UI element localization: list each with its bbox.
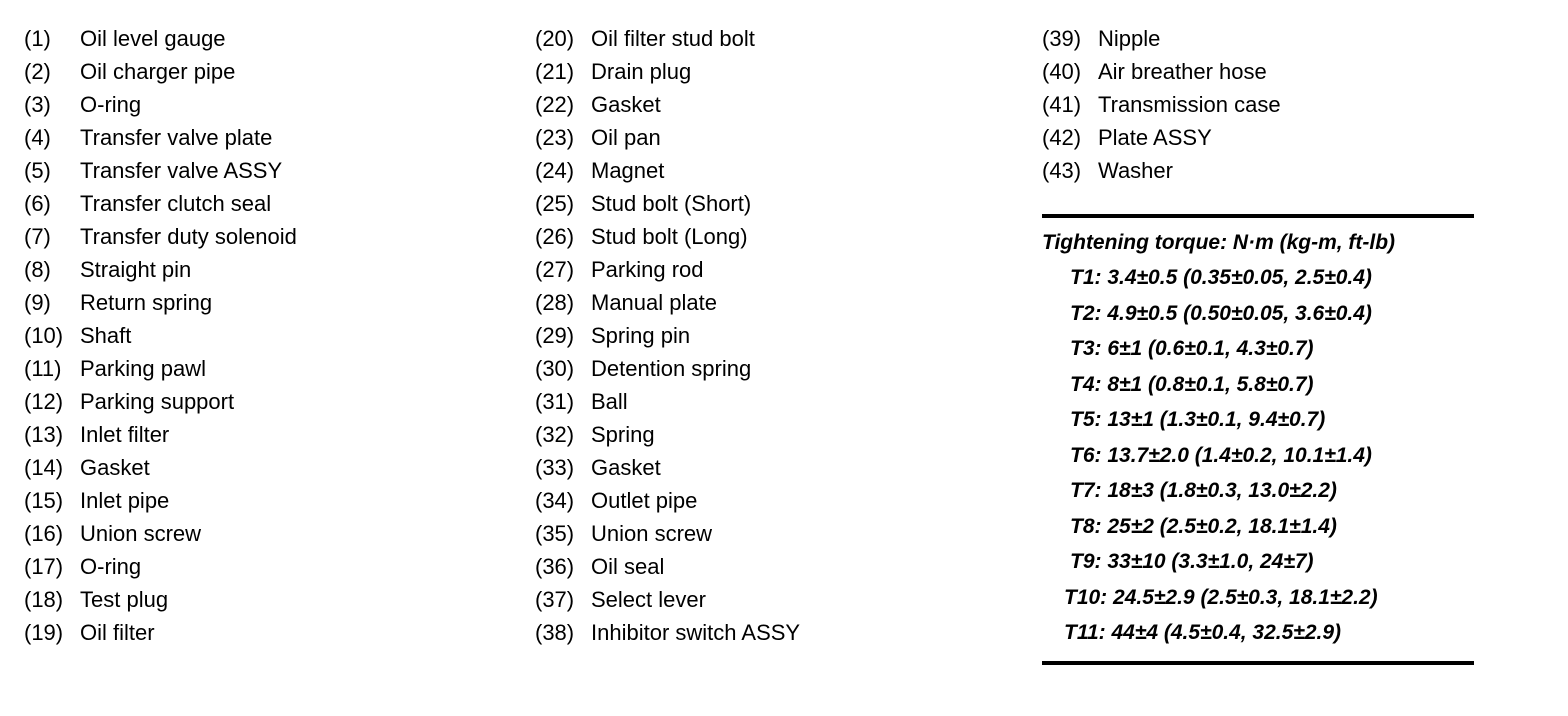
list-item [24, 88, 297, 121]
part-number: (22) [535, 92, 575, 117]
part-name: Detention spring [591, 356, 752, 381]
part-number: (10) [24, 323, 64, 348]
part-number: (36) [535, 554, 575, 579]
part-name: Gasket [591, 92, 661, 117]
part-name: Spring [591, 422, 655, 447]
list-item [535, 22, 800, 55]
part-name: Inhibitor switch ASSY [591, 620, 801, 645]
part-name: Test plug [80, 587, 169, 612]
torque-value-row: T3: 6±1 (0.6±0.1, 4.3±0.7) [1070, 337, 1314, 360]
part-number: (8) [24, 257, 51, 282]
part-number: (6) [24, 191, 51, 216]
list-item [535, 418, 800, 451]
part-number: (43) [1042, 158, 1082, 183]
list-item [535, 385, 800, 418]
parts-column-3 [1042, 22, 1281, 187]
torque-value-row: T6: 13.7±2.0 (1.4±0.2, 10.1±1.4) [1070, 443, 1372, 467]
part-number: (33) [535, 455, 575, 480]
list-item [24, 55, 297, 88]
torque-list [1042, 260, 1474, 651]
part-number: (21) [535, 59, 575, 84]
parts-column-1 [24, 22, 297, 649]
part-number: (29) [535, 323, 575, 348]
part-name: Stud bolt (Short) [591, 191, 752, 216]
list-item [535, 220, 800, 253]
part-name: Transfer valve ASSY [80, 158, 283, 183]
list-item [535, 451, 800, 484]
part-name: Ball [591, 389, 628, 414]
part-number: (32) [535, 422, 575, 447]
list-item [24, 385, 297, 418]
part-name: Spring pin [591, 323, 691, 348]
part-name: Gasket [80, 455, 150, 480]
part-name: O-ring [80, 92, 142, 117]
part-number: (19) [24, 620, 64, 645]
part-name: Transfer clutch seal [80, 191, 272, 216]
part-name: Manual plate [591, 290, 717, 315]
torque-value-row: T11: 44±4 (4.5±0.4, 32.5±2.9) [1064, 621, 1342, 644]
torque-value-row: T4: 8±1 (0.8±0.1, 5.8±0.7) [1070, 372, 1314, 396]
part-number: (11) [24, 356, 62, 381]
list-item [1042, 55, 1281, 88]
part-name: Return spring [80, 290, 213, 315]
part-name: Nipple [1098, 26, 1161, 51]
part-name: Plate ASSY [1098, 125, 1212, 150]
list-item [24, 550, 297, 583]
list-item [24, 220, 297, 253]
list-item [535, 55, 800, 88]
part-number: (35) [535, 521, 575, 546]
list-item [535, 286, 800, 319]
part-name: Parking rod [591, 257, 704, 282]
part-number: (5) [24, 158, 51, 183]
torque-value-row: T9: 33±10 (3.3±1.0, 24±7) [1070, 550, 1314, 573]
list-item [1042, 154, 1281, 187]
torque-value-row: T2: 4.9±0.5 (0.50±0.05, 3.6±0.4) [1070, 301, 1372, 325]
part-name: Stud bolt (Long) [591, 224, 748, 249]
list-item [24, 286, 297, 319]
part-number: (20) [535, 26, 575, 51]
part-name: Transmission case [1098, 92, 1281, 117]
parts-list [24, 22, 297, 649]
part-name: Oil pan [591, 125, 661, 150]
part-number: (7) [24, 224, 51, 249]
part-name: Oil seal [591, 554, 665, 579]
part-number: (17) [24, 554, 64, 579]
part-name: Drain plug [591, 59, 692, 84]
torque-value-row: T8: 25±2 (2.5±0.2, 18.1±1.4) [1070, 514, 1337, 538]
part-name: Select lever [591, 587, 706, 612]
part-number: (38) [535, 620, 575, 645]
part-name: Transfer valve plate [80, 125, 273, 150]
list-item [535, 121, 800, 154]
part-number: (37) [535, 587, 575, 612]
list-item [24, 517, 297, 550]
list-item [1042, 88, 1281, 121]
torque-title: Tightening torque: N·m (kg-m, ft-lb) [1042, 231, 1396, 254]
part-name: Washer [1098, 158, 1173, 183]
part-number: (42) [1042, 125, 1082, 150]
list-item [24, 451, 297, 484]
parts-column-2 [535, 22, 800, 649]
part-number: (27) [535, 257, 575, 282]
part-number: (1) [24, 26, 51, 51]
part-name: Air breather hose [1098, 59, 1267, 84]
list-item [535, 253, 800, 286]
part-number: (18) [24, 587, 64, 612]
part-name: Gasket [591, 455, 661, 480]
part-name: Oil filter stud bolt [591, 26, 755, 51]
list-item [24, 121, 297, 154]
part-number: (4) [24, 125, 51, 150]
part-number: (3) [24, 92, 51, 117]
list-item [24, 22, 297, 55]
list-item [535, 517, 800, 550]
list-item [535, 616, 800, 649]
list-item [535, 583, 800, 616]
part-number: (24) [535, 158, 575, 183]
torque-value-row: T5: 13±1 (1.3±0.1, 9.4±0.7) [1070, 408, 1326, 431]
list-item [535, 352, 800, 385]
torque-value-row: T7: 18±3 (1.8±0.3, 13.0±2.2) [1070, 479, 1337, 502]
list-item [1042, 121, 1281, 154]
part-name: Oil filter [80, 620, 155, 645]
part-number: (14) [24, 455, 64, 480]
part-number: (41) [1042, 92, 1082, 117]
torque-value-row: T1: 3.4±0.5 (0.35±0.05, 2.5±0.4) [1070, 266, 1372, 289]
part-number: (39) [1042, 26, 1082, 51]
part-number: (28) [535, 290, 575, 315]
part-number: (25) [535, 191, 575, 216]
list-item [24, 154, 297, 187]
part-name: Outlet pipe [591, 488, 698, 513]
list-item [535, 154, 800, 187]
part-name: Oil charger pipe [80, 59, 236, 84]
part-name: Transfer duty solenoid [80, 224, 297, 249]
part-name: Shaft [80, 323, 132, 348]
part-name: Parking pawl [80, 356, 206, 381]
list-item [24, 616, 297, 649]
part-number: (15) [24, 488, 64, 513]
list-item [24, 253, 297, 286]
top-rule-divider [1042, 214, 1474, 218]
part-number: (31) [535, 389, 575, 414]
list-item [535, 319, 800, 352]
part-number: (16) [24, 521, 64, 546]
part-number: (30) [535, 356, 575, 381]
parts-list [535, 22, 800, 649]
part-name: Inlet filter [80, 422, 170, 447]
part-name: Inlet pipe [80, 488, 170, 513]
part-number: (40) [1042, 59, 1082, 84]
list-item [24, 187, 297, 220]
list-item [1042, 22, 1281, 55]
part-number: (13) [24, 422, 64, 447]
part-name: Union screw [80, 521, 202, 546]
part-name: Parking support [80, 389, 235, 414]
parts-list [1042, 22, 1281, 187]
part-name: Straight pin [80, 257, 192, 282]
list-item [24, 418, 297, 451]
part-number: (23) [535, 125, 575, 150]
part-name: O-ring [80, 554, 142, 579]
list-item [535, 484, 800, 517]
bottom-rule-divider [1042, 661, 1474, 665]
torque-value-row: T10: 24.5±2.9 (2.5±0.3, 18.1±2.2) [1064, 585, 1378, 609]
list-item [535, 550, 800, 583]
part-name: Union screw [591, 521, 713, 546]
part-number: (2) [24, 59, 51, 84]
part-name: Oil level gauge [80, 26, 226, 51]
part-number: (26) [535, 224, 575, 249]
part-number: (9) [24, 290, 51, 315]
list-item [535, 187, 800, 220]
torque-specification-box [1042, 214, 1474, 665]
list-item [24, 583, 297, 616]
part-name: Magnet [591, 158, 665, 183]
list-item [24, 319, 297, 352]
part-number: (34) [535, 488, 575, 513]
list-item [24, 484, 297, 517]
part-number: (12) [24, 389, 64, 414]
list-item [535, 88, 800, 121]
list-item [24, 352, 297, 385]
